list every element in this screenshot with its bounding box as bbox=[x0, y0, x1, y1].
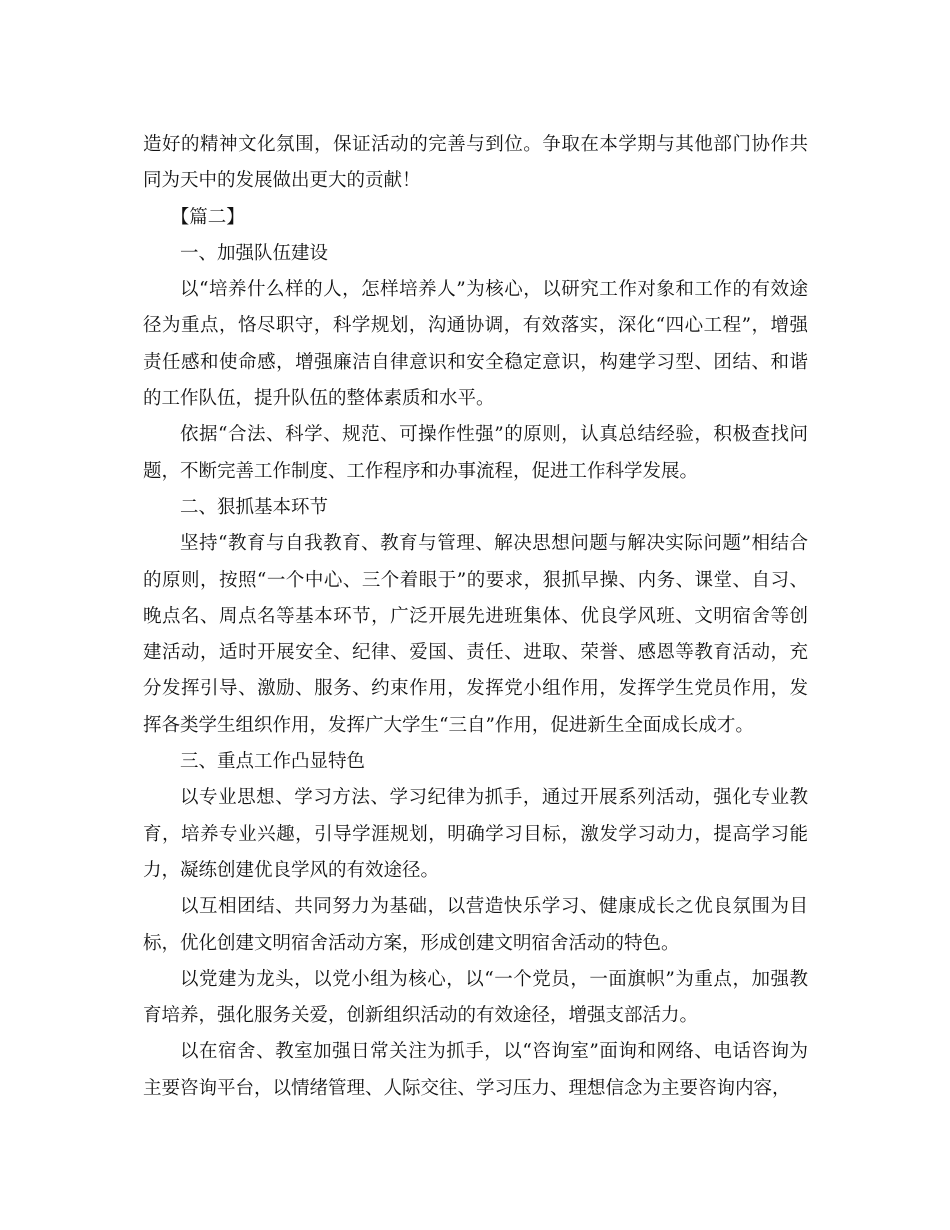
section-heading: 一、加强队伍建设 bbox=[180, 242, 329, 264]
body-paragraph: 坚持“教育与自我教育、教育与管理、解决思想问题与解决实际问题”相结合的原则，按照“一个中心、三个着眼于”的要求，狠抓早操、内务、课堂、自习、晚点名、周点名等基本环节，广泛开展先进班集体、优良学风班、文明宿舍等创建活动，适时开展安全、纪律、爱国、责任、进取、荣誉、感恩等教育活动，充分发挥引导、激励、服务、约束作用，发挥党小组作用，发挥学生党员作用，发挥各类学生组织作用，发挥广大学生“三自”作用，促进新生全面成长成才。 bbox=[143, 533, 808, 736]
body-paragraph: 以专业思想、学习方法、学习纪律为抓手，通过开展系列活动，强化专业教育，培养专业兴趣，引导学涯规划，明确学习目标，激发学习动力，提高学习能力，凝练创建优良学风的有效途径。 bbox=[143, 787, 808, 881]
section-heading: 二、狠抓基本环节 bbox=[180, 496, 329, 518]
body-paragraph: 依据“合法、科学、规范、可操作性强”的原则，认真总结经验，积极查找问题，不断完善工作制度、工作程序和办事流程，促进工作科学发展。 bbox=[143, 424, 808, 482]
body-paragraph: 以“培养什么样的人，怎样培养人”为核心，以研究工作对象和工作的有效途径为重点，恪尽职守，科学规划，沟通协调，有效落实，深化“四心工程”，增强责任感和使命感，增强廉洁自律意识和安全稳定意识，构建学习型、团结、和谐的工作队伍，提升队伍的整体素质和水平。 bbox=[143, 279, 808, 410]
section-heading: 三、重点工作凸显特色 bbox=[180, 751, 366, 773]
body-paragraph: 以互相团结、共同努力为基础，以营造快乐学习、健康成长之优良氛围为目标，优化创建文明宿舍活动方案，形成创建文明宿舍活动的特色。 bbox=[143, 896, 808, 954]
section-label: 【篇二】 bbox=[170, 206, 245, 228]
body-paragraph: 以在宿舍、教室加强日常关注为抓手，以“咨询室”面询和网络、电话咨询为主要咨询平台，以情绪管理、人际交往、学习压力、理想信念为主要咨询内容， bbox=[143, 1041, 808, 1099]
paragraph-continuation: 造好的精神文化氛围，保证活动的完善与到位。争取在本学期与其他部门协作共同为天中的发展做出更大的贡献！ bbox=[143, 134, 808, 192]
body-paragraph: 以党建为龙头，以党小组为核心，以“一个党员，一面旗帜”为重点，加强教育培养，强化服务关爱，创新组织活动的有效途径，增强支部活力。 bbox=[143, 968, 808, 1027]
document-body bbox=[143, 127, 808, 1107]
